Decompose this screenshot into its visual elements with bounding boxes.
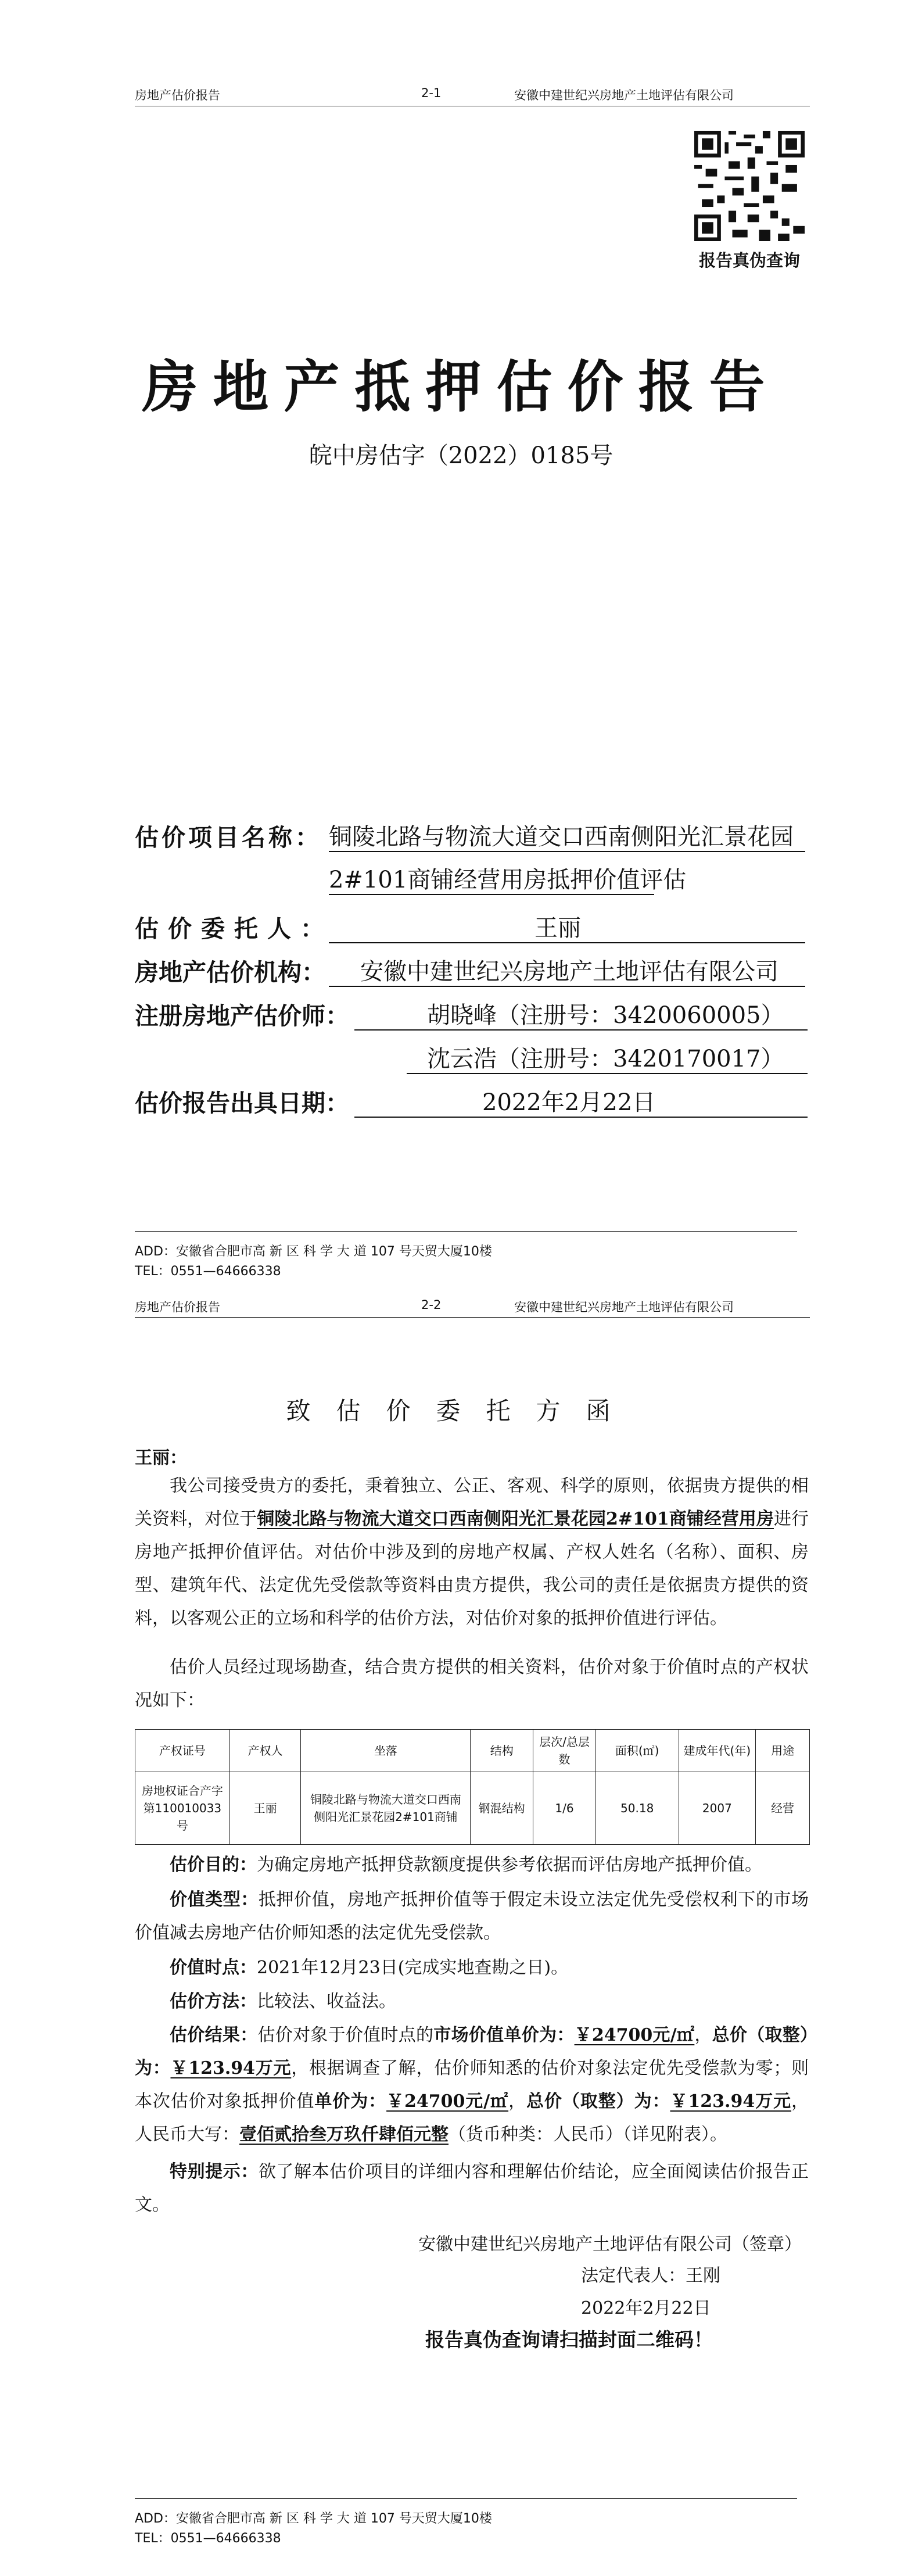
issue-date-value: 2022年2月22日 [482,1089,656,1116]
value-time-paragraph: 价值时点：2021年12月23日(完成实地查勘之日)。 [170,1958,569,1978]
th-cert-no: 产权证号 [135,1730,230,1772]
appraiser-1: 胡晓峰（注册号：3420060005） [427,1002,784,1029]
paragraph-2: 估价人员经过现场勘查，结合贵方提供的相关资料，估价对象于价值时点的产权状况如下： [135,1657,809,1711]
project-underline-1 [329,851,805,852]
agency-value: 安徽中建世纪兴房地产土地评估有限公司 [360,958,779,985]
agency-underline [329,986,805,987]
th-usage: 用途 [756,1730,810,1772]
signature-date: 2022年2月22日 [581,2298,711,2319]
th-structure: 结构 [471,1730,533,1772]
appraiser-2: 沈云浩（注册号：3420170017） [427,1046,784,1072]
salutation: 王丽： [135,1448,187,1468]
page1-header-right: 安徽中建世纪兴房地产土地评估有限公司 [514,88,734,102]
table-row [135,1772,810,1845]
th-area: 面积(㎡) [595,1730,679,1772]
th-floor: 层次/总层数 [533,1730,596,1772]
page2-footer-address: ADD：安徽省合肥市高 新 区 科 学 大 道 107 号天贸大厦10楼 [135,2511,492,2526]
issue-date-label: 估价报告出具日期： [135,1089,349,1117]
method-paragraph: 估价方法：比较法、收益法。 [170,1991,396,2012]
cell-cert-no: 房地权证合产字第110010033号 [135,1772,230,1845]
project-underline-2 [329,894,654,895]
cell-floor: 1/6 [533,1772,596,1845]
project-name-label: 估价项目名称： [135,824,322,851]
issue-date-underline [354,1117,808,1118]
result-paragraph: 估价结果：估价对象于价值时点的市场价值单价为：￥24700元/㎡，总价（取整）为：￥123.94万元，根据调查了解，估价师知悉的估价对象法定优先受偿款为零；则本次估价对象抵押价值单价为：￥24700元/㎡，总价（取整）为：￥123.94万元，人民币大写：壹佰贰拾叁万玖仟肆佰元整（货币种类：人民币）（详见附表）。 [135,2025,809,2145]
value-type-paragraph: 价值类型：抵押价值，房地产抵押价值等于假定未设立法定优先受偿权利下的市场价值减去房地产估价师知悉的法定优先受偿款。 [135,1890,809,1943]
client-underline [329,942,805,943]
cell-year: 2007 [679,1772,756,1845]
client-label: 估价委托人： [135,915,333,943]
report-number: 皖中房估字（2022）0185号 [308,442,614,469]
table-header-row [135,1730,810,1772]
cell-location: 铜陵北路与物流大道交口西南侧阳光汇景花园2#101商铺 [301,1772,471,1845]
cell-area: 50.18 [595,1772,679,1845]
appraiser-underline-2 [407,1073,808,1074]
cell-usage: 经营 [756,1772,810,1845]
letter-title: 致估价委托方函 [286,1397,636,1425]
paragraph-1: 我公司接受贵方的委托，秉着独立、公正、客观、科学的原则，依据贵方提供的相关资料，对位于铜陵北路与物流大道交口西南侧阳光汇景花园2#101商铺经营用房进行房地产抵押价值评估。对估价中涉及到的房地产权属、产权人姓名（名称）、面积、房型、建筑年代、法定优先受偿款等资料由贵方提供，我公司的责任是依据贵方提供的资料，以客观公正的立场和科学的估价方法，对估价对象的抵押价值进行评估。 [135,1476,809,1629]
th-year: 建成年代(年) [679,1730,756,1772]
company-signature: 安徽中建世纪兴房地产土地评估有限公司（签章） [418,2234,802,2255]
page1-header-center: 2-1 [421,86,442,100]
appraiser-label: 注册房地产估价师： [135,1002,349,1030]
page2-header-right: 安徽中建世纪兴房地产土地评估有限公司 [514,1300,734,1314]
legal-representative: 法定代表人：王刚 [581,2266,720,2286]
qr-verify-notice: 报告真伪查询请扫描封面二维码！ [425,2328,713,2351]
property-rights-table [135,1729,810,1845]
agency-label: 房地产估价机构： [135,958,325,986]
property-location: 铜陵北路与物流大道交口西南侧阳光汇景花园2#101商铺经营用房 [257,1509,774,1529]
page1-footer-tel: TEL：0551—64666338 [135,1264,281,1279]
project-name-line2: 2#101商铺经营用房抵押价值评估 [329,867,687,893]
appraiser-underline-1 [354,1029,808,1031]
cell-owner: 王丽 [229,1772,301,1845]
th-owner: 产权人 [229,1730,301,1772]
page2-footer-tel: TEL：0551—64666338 [135,2531,281,2546]
page1-footer-rule [135,1231,797,1232]
page1-header-left: 房地产估价报告 [135,88,220,102]
page1-footer-address: ADD：安徽省合肥市高 新 区 科 学 大 道 107 号天贸大厦10楼 [135,1244,492,1259]
report-title: 房地产抵押估价报告 [142,354,780,420]
page2-header-left: 房地产估价报告 [135,1300,220,1314]
page2-header-center: 2-2 [421,1298,442,1312]
qr-code-icon[interactable] [694,131,805,241]
client-value: 王丽 [534,915,581,942]
th-location: 坐落 [301,1730,471,1772]
purpose-paragraph: 估价目的：为确定房地产抵押贷款额度提供参考依据而评估房地产抵押价值。 [170,1855,762,1875]
page2-footer-rule [135,2498,797,2499]
page2-header-rule [135,1317,810,1318]
project-name-line1: 铜陵北路与物流大道交口西南侧阳光汇景花园 [329,824,794,850]
qr-caption: 报告真伪查询 [698,251,800,270]
cell-structure: 钢混结构 [471,1772,533,1845]
note-paragraph: 特别提示：欲了解本估价项目的详细内容和理解估价结论，应全面阅读估价报告正文。 [135,2162,809,2215]
